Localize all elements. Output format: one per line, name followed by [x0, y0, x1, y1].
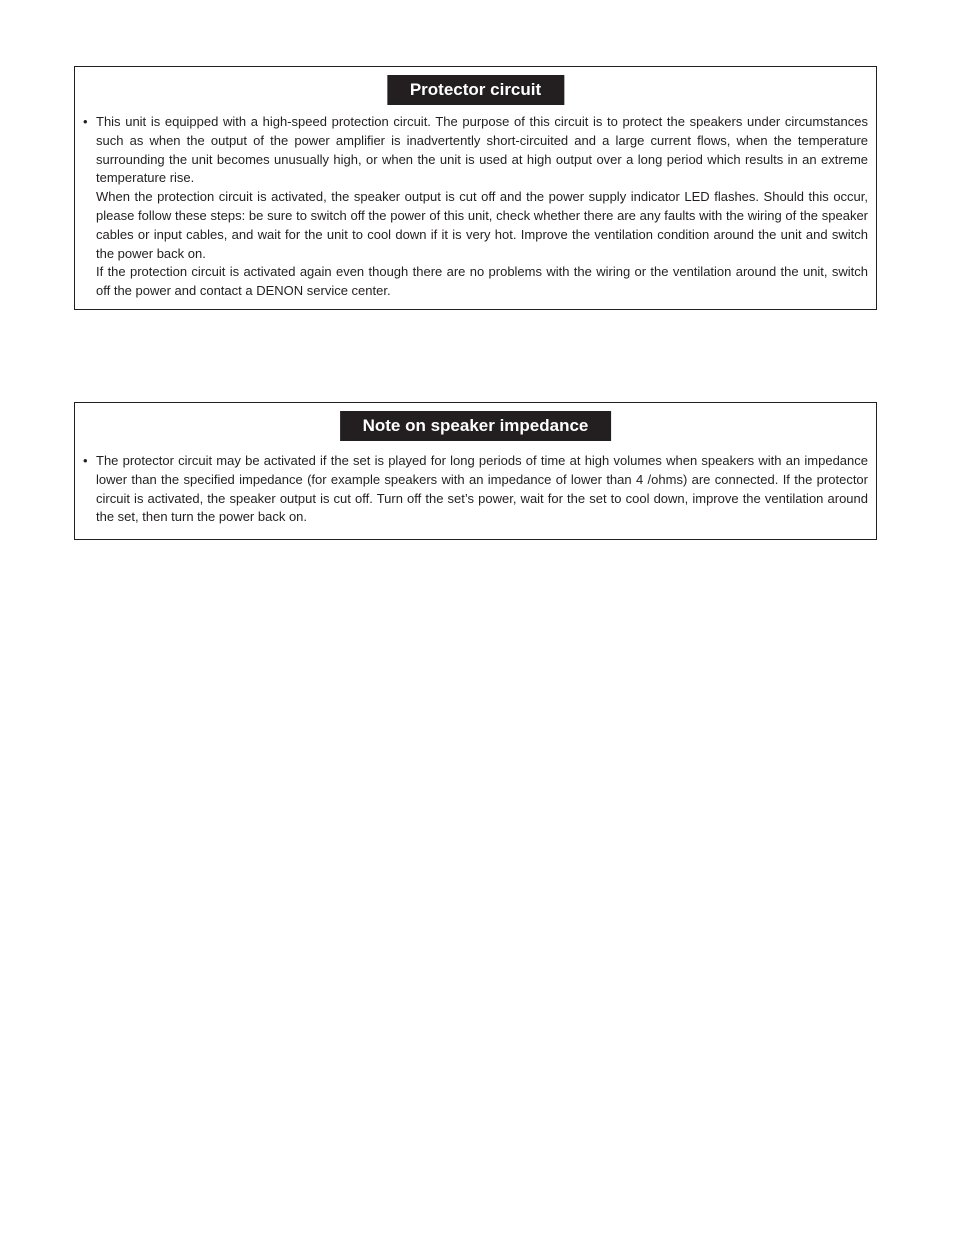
- protector-circuit-section: [74, 66, 877, 310]
- protector-paragraph-3: If the protection circuit is activated again even though there are no problems with the wiring or the ventilation around the unit, switch off the power and contact a DENON service center.: [96, 264, 868, 299]
- bullet-icon: •: [83, 114, 88, 129]
- protector-circuit-body: [83, 113, 868, 301]
- protector-paragraph-2: When the protection circuit is activated, the speaker output is cut off and the power supply indicator LED flashes. Should this occur, please follow these steps: be sure to switch off the power of this unit, check whether there are any faults with the wiring of the speaker cables or input cables, and wait for the unit to cool down if it is very hot. Improve the ventilation condition around the unit and switch the power back on.: [96, 189, 868, 261]
- speaker-impedance-body: [83, 452, 868, 527]
- bullet-icon: •: [83, 453, 88, 468]
- protector-circuit-title: Protector circuit: [387, 75, 564, 105]
- speaker-impedance-section: [74, 402, 877, 540]
- protector-paragraph-1: This unit is equipped with a high-speed protection circuit. The purpose of this circuit is to protect the speakers under circumstances such as when the output of the power amplifier is inadvertently short-circuited and a large current flows, when the temperature surrounding the unit becomes unusually high, or when the unit is used at high output over a long period which results in an extreme temperature rise.: [96, 114, 868, 186]
- impedance-paragraph-1: The protector circuit may be activated if the set is played for long periods of time at high volumes when speakers with an impedance lower than the specified impedance (for example speakers with an impedance of lower than 4 /ohms) are connected. If the protector circuit is activated, the speaker output is cut off. Turn off the set’s power, wait for the set to cool down, improve the ventilation around the set, then turn the power back on.: [96, 453, 868, 525]
- speaker-impedance-title: Note on speaker impedance: [340, 411, 612, 441]
